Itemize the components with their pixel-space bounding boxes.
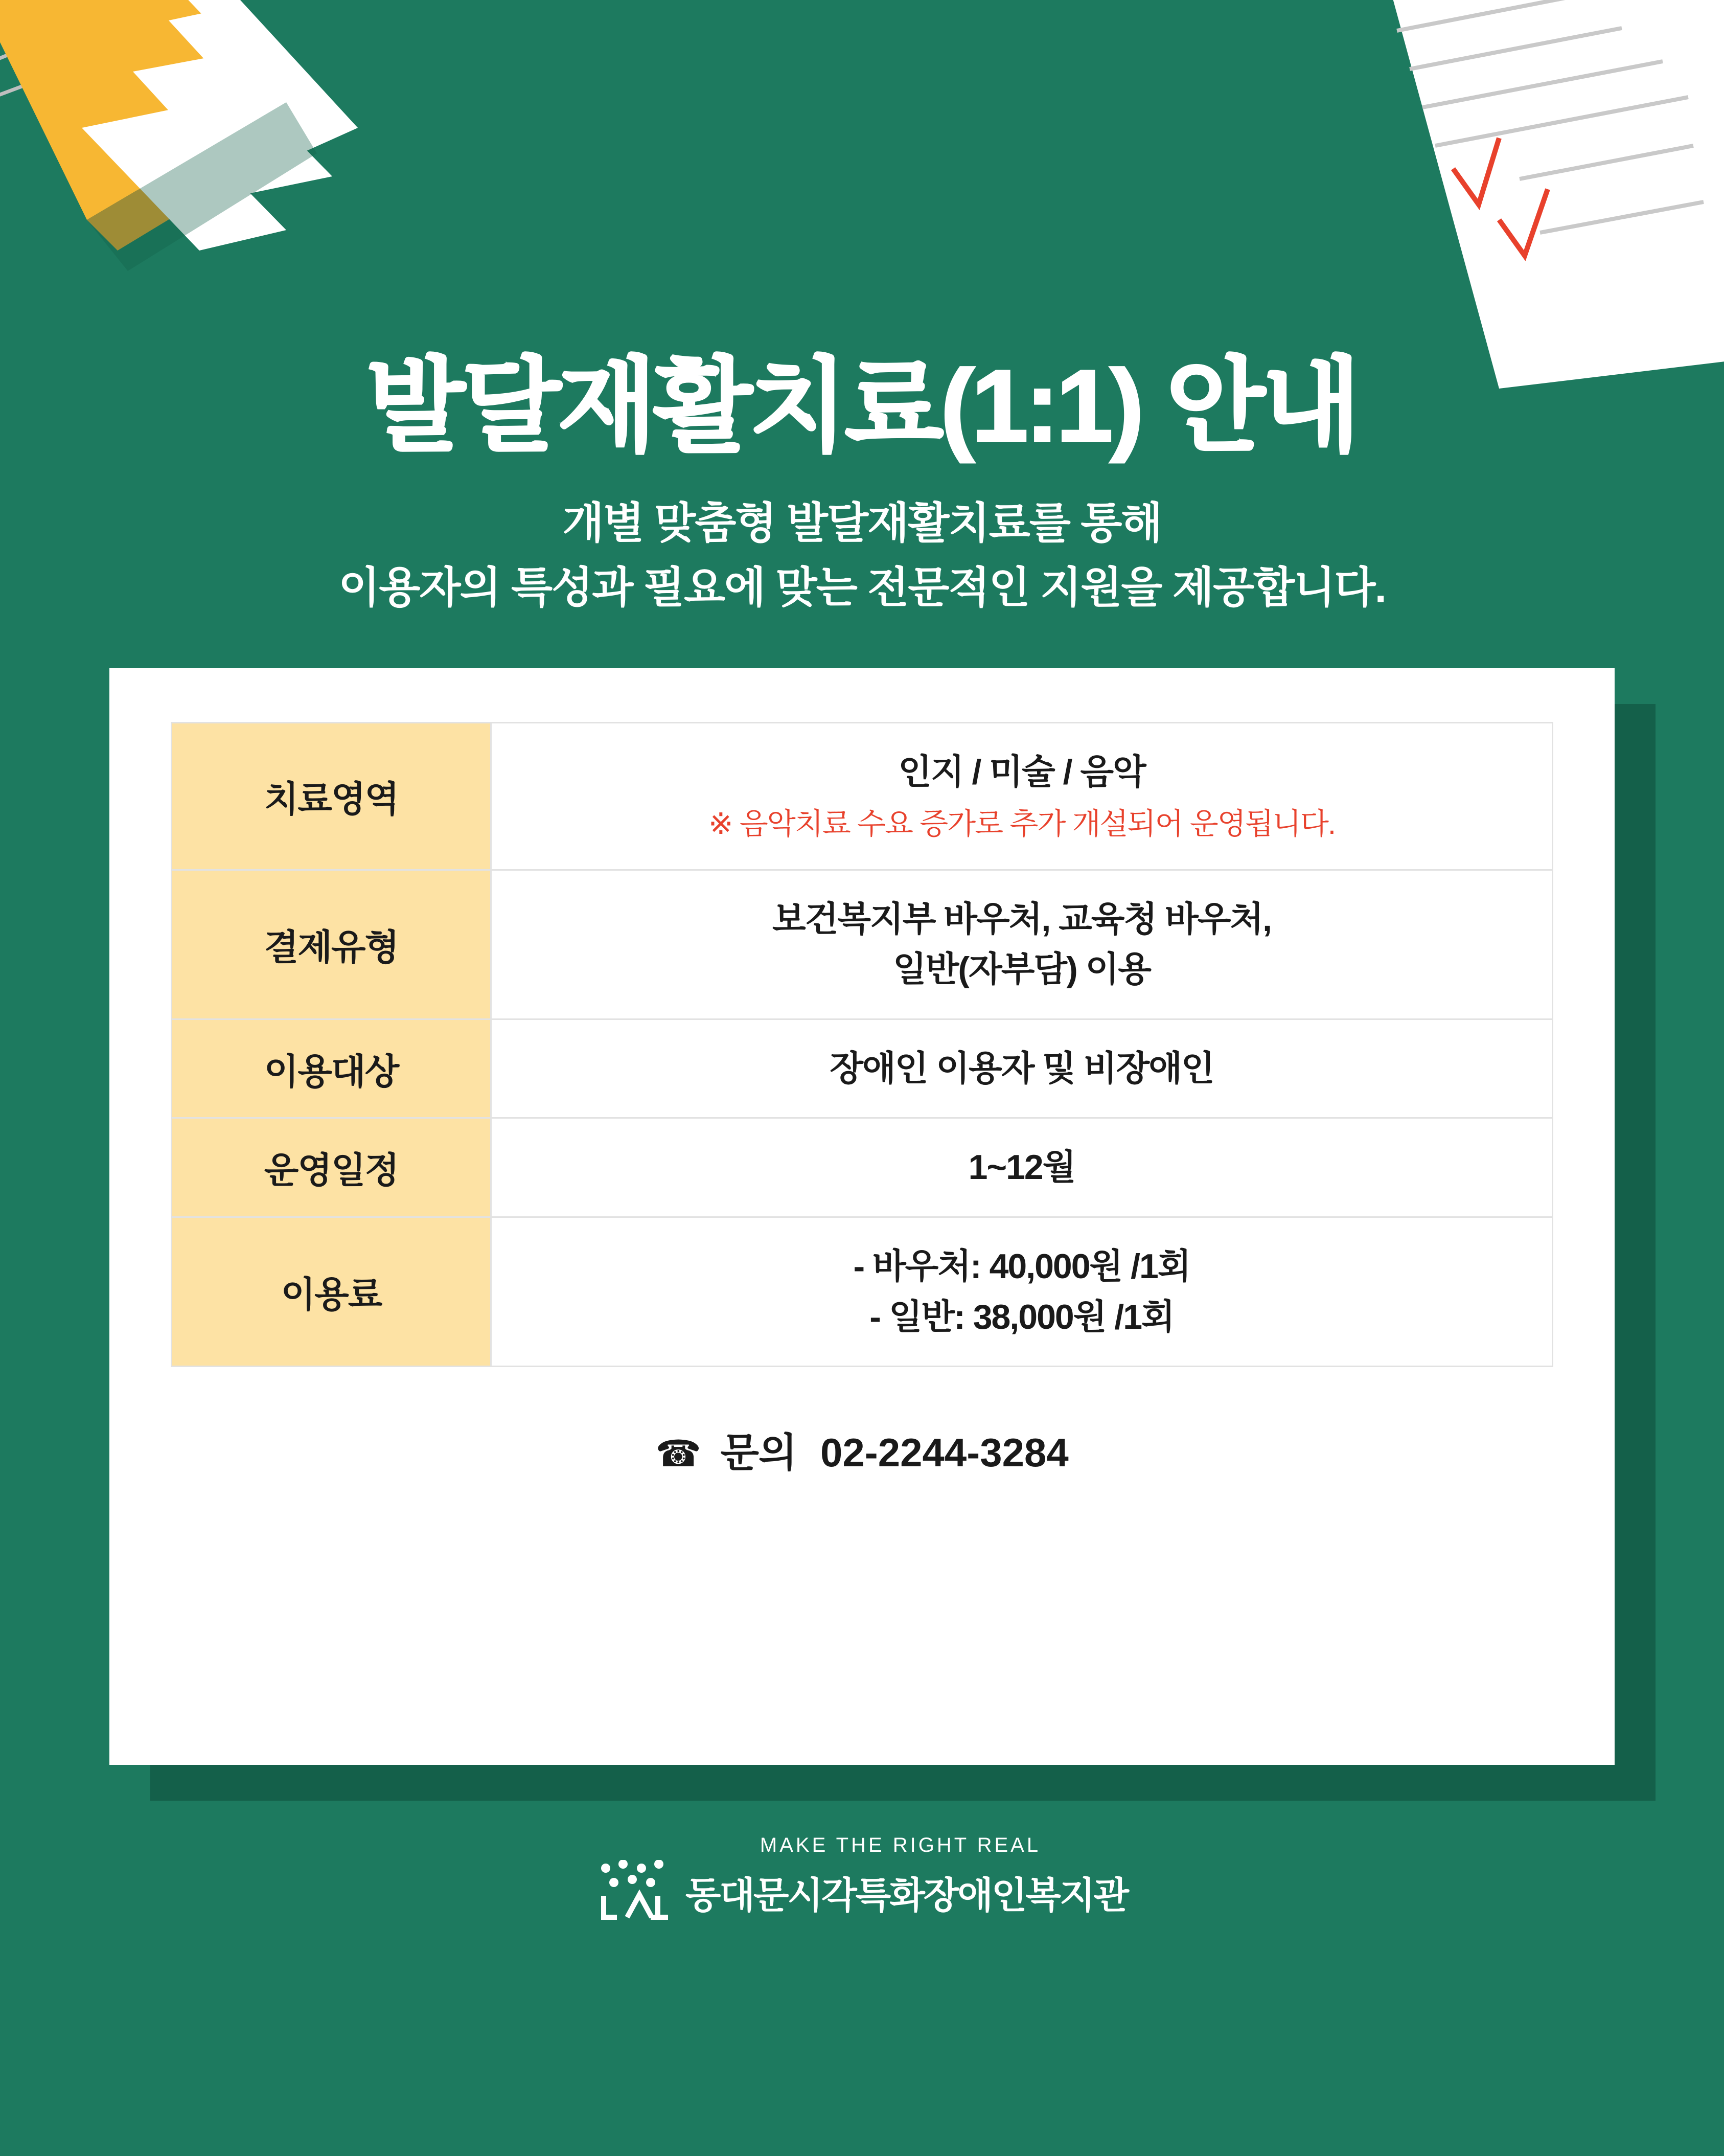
row-label-treatment-area: 치료영역 [172, 723, 491, 870]
subtitle-line-1: 개별 맞춤형 발달재활치료를 통해 [562, 499, 1162, 547]
row-value-treatment-area [491, 723, 1553, 870]
payment-type-line-2: 일반(자부담) 이용 [893, 950, 1151, 989]
contact-phone-number[interactable]: 02-2244-3284 [820, 1430, 1069, 1476]
footer-logo-row [596, 1860, 1128, 1924]
row-value-target-users: 장애인 이용자 및 비장애인 [491, 1019, 1553, 1118]
row-label-fee: 이용료 [172, 1217, 491, 1367]
fee-line-2: - 일반: 38,000원 /1회 [869, 1297, 1174, 1336]
subtitle [0, 491, 1724, 620]
poster-header [0, 0, 1724, 620]
page-title: 발달재활치료(1:1) 안내 [366, 349, 1358, 463]
row-label-target-users: 이용대상 [172, 1019, 491, 1118]
row-value-fee [491, 1217, 1553, 1367]
table-row [172, 1118, 1553, 1217]
table-row [172, 723, 1553, 870]
table-row [172, 1217, 1553, 1367]
footer [0, 1834, 1724, 1924]
telephone-icon: ☎ [655, 1434, 701, 1475]
info-card [109, 668, 1615, 1765]
contact-label: 문의 [720, 1430, 797, 1476]
info-card-wrapper [109, 668, 1615, 1765]
row-label-payment-type: 결제유형 [172, 870, 491, 1019]
footer-tagline: MAKE THE RIGHT REAL [760, 1834, 1041, 1856]
contact-line [171, 1421, 1553, 1478]
braille-logo-icon [596, 1860, 673, 1924]
treatment-area-note: ※ 음악치료 수요 증가로 추가 개설되어 운영됩니다. [708, 807, 1335, 841]
table-row [172, 870, 1553, 1019]
subtitle-line-2: 이용자의 특성과 필요에 맞는 전문적인 지원을 제공합니다. [338, 563, 1386, 611]
fee-line-1: - 바우처: 40,000원 /1회 [853, 1247, 1190, 1286]
row-value-schedule: 1~12월 [491, 1118, 1553, 1217]
info-table [171, 722, 1553, 1367]
footer-organization-name: 동대문시각특화장애인복지관 [685, 1875, 1128, 1916]
row-label-schedule: 운영일정 [172, 1118, 491, 1217]
table-row [172, 1019, 1553, 1118]
row-value-payment-type [491, 870, 1553, 1019]
treatment-area-value: 인지 / 미술 / 음악 [898, 753, 1145, 791]
payment-type-line-1: 보건복지부 바우처, 교육청 바우처, [772, 899, 1272, 939]
